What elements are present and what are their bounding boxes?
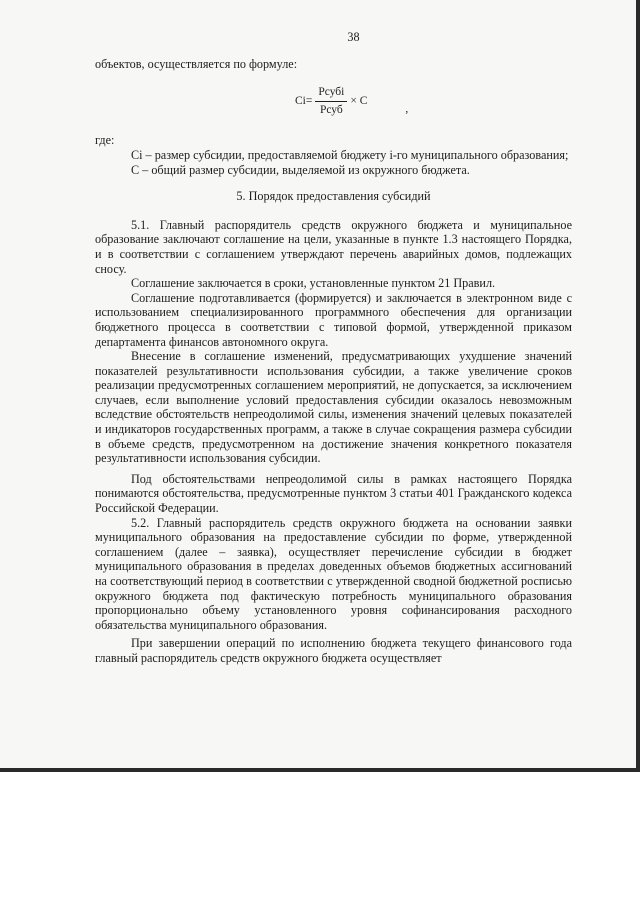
paragraph-force-majeure: Под обстоятельствами непреодолимой силы в рамках настоящего Порядка понимаются обстоятельства, предусмотренные пунктом 3 статьи 401 Гражданского кодекса Российской Федерации.: [95, 471, 572, 516]
definition-ci: Ci – размер субсидии, предоставляемой бюджету i-го муниципального образования;: [131, 147, 569, 162]
document-body: [95, 30, 572, 666]
intro-line: объектов, осуществляется по формуле:: [95, 56, 298, 71]
formula-comma: ,: [405, 102, 409, 115]
formula-denominator: Pсуб: [319, 103, 343, 116]
paragraph-year-end: При завершении операций по исполнению бюджета текущего финансового года главный распорядитель средств окружного бюджета осуществляет: [95, 636, 572, 665]
paragraph-amendments: Внесение в соглашение изменений, предусматривающих ухудшение значений показателей результативности использования субсидии, а также увеличение сроков реализации предусмотренных соглашением мероприятий, не допускается, за исключением случаев, если выполнение условий предоставления субсидии оказалось невозможным вследствие обстоятельств непреодолимой силы, изменения значений целевых показателей и индикаторов государственных программ, а также в случае сокращения размера субсидии в объеме средств, предусмотренном на достижение значения конкретного показателя результативности использования субсидии.: [95, 349, 572, 466]
formula-numerator: Pсубi: [315, 85, 347, 102]
subsidy-formula: [95, 85, 572, 117]
paragraph-5-1: 5.1. Главный распорядитель средств окружного бюджета и муниципальное образование заключают соглашение на цели, указанные в пункте 1.3 настоящего Порядка, и в соответствии с соглашением утверждают перечень аварийных домов, подлежащих сносу.: [95, 217, 572, 276]
page-number: 38: [347, 30, 360, 44]
formula-fraction: [315, 85, 347, 117]
where-label: где:: [95, 133, 115, 148]
paragraph-5-2: 5.2. Главный распорядитель средств окружного бюджета на основании заявки муниципального образования на предоставление субсидии по форме, утвержденной соглашением (далее – заявка), осуществляет перечисление субсидии в бюджет муниципального образования в пределах доведенных объемов бюджетных ассигнований на соответствующий период в соответствии с утвержденной сводной бюджетной росписью окружного бюджета под фактическую потребность муниципального образования пропорционально объему установленного уровня софинансирования расходного обязательства муниципального образования.: [95, 515, 572, 632]
definition-c: С – общий размер субсидии, выделяемой из окружного бюджета.: [131, 162, 470, 177]
formula-rhs: × C: [350, 94, 368, 107]
paragraph-agreement-electronic: Соглашение подготавливается (формируется) и заключается в электронном виде с использованием специализированного программного обеспечения для организации бюджетного процесса в соответствии с типовой формой, утвержденной приказом департамента финансов автономного округа.: [95, 290, 572, 349]
section-heading: 5. Порядок предоставления субсидий: [236, 189, 431, 204]
formula-lhs: Ci=: [295, 94, 313, 107]
paragraph-agreement-terms: Соглашение заключается в сроки, установленные пунктом 21 Правил.: [131, 276, 496, 291]
